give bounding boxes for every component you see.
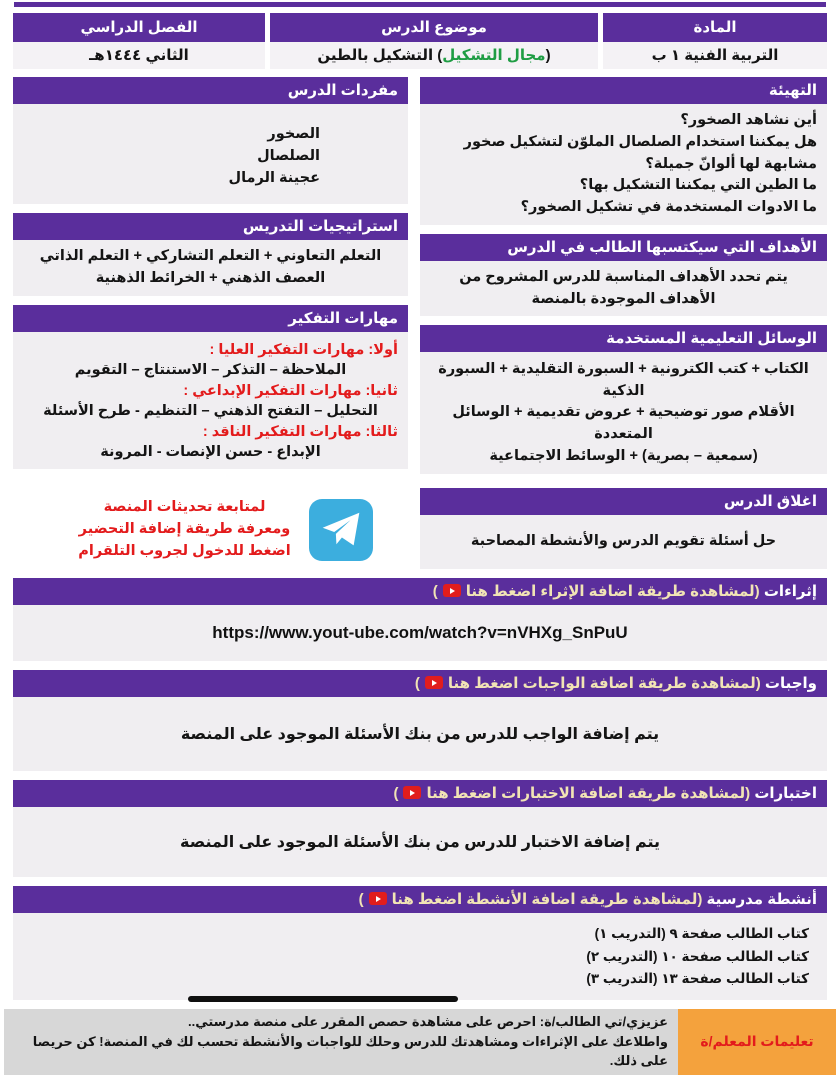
warmup-line: هل يمكننا استخدام الصلصال الملوّن لتشكيل صخور مشابهة لها ألوانّ جميلة؟ <box>463 133 817 172</box>
teacher-instructions-label: تعليمات المعلم/ة <box>678 1009 836 1075</box>
semester-value: الثاني ١٤٤٤هـ <box>13 42 265 69</box>
media-line: الأقلام صور توضيحية + عروض تقديمية + الوسائل المتعددة <box>452 404 795 443</box>
thinking-skills-heading: أولا: مهارات التفكير العليا : <box>209 341 398 358</box>
warmup-title: التهيئة <box>420 77 827 104</box>
vocab-line: عجينة الرمال <box>228 169 320 186</box>
semester-header: الفصل الدراسي <box>13 13 265 42</box>
homework-click-here[interactable]: (لمشاهدة طريقة اضافة الواجبات اضغط هنا <box>447 675 761 693</box>
section-media <box>420 325 827 474</box>
topic-value <box>270 42 598 69</box>
tests-text: يتم إضافة الاختبار للدرس من بنك الأسئلة الموجود على المنصة <box>179 834 661 852</box>
footer-line: عزيزي/تي الطالب/ة: احرص على مشاهدة حصص المقرر على منصة مدرستي.. <box>187 1014 668 1030</box>
enrichment-title: إثراءات <box>763 583 817 601</box>
telegram-line[interactable]: ومعرفة طريقة إضافة التحضير <box>78 521 291 538</box>
two-column-zone <box>13 77 827 578</box>
thinking-skills-line: الملاحظة – التذكر – الاستنتاج – التقويم <box>74 362 347 379</box>
tests-title: اختبارات <box>754 785 817 803</box>
activities-title: أنشطة مدرسية <box>706 891 817 909</box>
activities-click-here[interactable]: (لمشاهدة طريقة اضافة الأنشطة اضغط هنا <box>391 891 703 909</box>
paren-close: ) <box>393 785 399 803</box>
column-right <box>420 77 827 578</box>
paren-close: ) <box>432 583 438 601</box>
activities-line: كتاب الطالب صفحة ١٠ (التدريب ٢) <box>586 948 809 964</box>
section-tests <box>13 780 827 877</box>
youtube-icon[interactable] <box>403 786 421 799</box>
thinking-skills-heading: ثانيا: مهارات التفكير الإبداعي : <box>183 382 398 399</box>
strategies-title: استراتيجيات التدريس <box>13 213 408 240</box>
activities-line: كتاب الطالب صفحة ١٣ (التدريب ٣) <box>586 970 809 986</box>
section-objectives <box>420 234 827 317</box>
objectives-title: الأهداف التي سيكتسبها الطالب في الدرس <box>420 234 827 261</box>
homework-title: واجبات <box>764 675 817 693</box>
footer-line: واطلاعك على الإثراءات ومشاهدتك للدرس وحلك للواجبات والأنشطة تحسب لك في المنصة! كن حريصا على ذلك. <box>32 1033 668 1069</box>
enrichment-url-link[interactable]: https://www.yout-ube.com/watch?v=nVHXg_SnPuU <box>212 623 628 643</box>
lesson-info-table <box>13 11 827 69</box>
device-home-indicator <box>188 996 458 1002</box>
thinking-skills-line: الإبداع - حسن الإنصات - المرونة <box>100 444 321 461</box>
section-activities <box>13 886 827 1000</box>
telegram-icon[interactable] <box>309 499 373 561</box>
vocab-line: الصلصال <box>257 147 320 164</box>
topic-header: موضوع الدرس <box>270 13 598 42</box>
tests-header <box>13 780 827 807</box>
youtube-icon[interactable] <box>369 892 387 905</box>
enrichment-header <box>13 578 827 605</box>
section-thinking-skills <box>13 305 408 469</box>
thinking-skills-title: مهارات التفكير <box>13 305 408 332</box>
telegram-line[interactable]: لمتابعة تحديثات المنصة <box>103 499 266 516</box>
media-title: الوسائل التعليمية المستخدمة <box>420 325 827 352</box>
paren-close: ) <box>358 891 364 909</box>
section-strategies <box>13 213 408 296</box>
media-line: (سمعية – بصرية) + الوسائط الاجتماعية <box>489 447 758 464</box>
telegram-line[interactable]: اضغط للدخول لجروب التلقرام <box>78 542 291 559</box>
youtube-icon[interactable] <box>425 676 443 689</box>
warmup-line: ما الطين التي يمكننا التشكيل بها؟ <box>579 177 817 194</box>
section-warmup <box>420 77 827 225</box>
closing-text: حل أسئلة تقويم الدرس والأنشطة المصاحبة <box>470 533 777 550</box>
teacher-instructions-footer <box>4 1009 836 1075</box>
enrichment-click-here[interactable]: (لمشاهدة طريقة اضافة الإثراء اضغط هنا <box>465 583 760 601</box>
homework-text: يتم إضافة الواجب للدرس من بنك الأسئلة الموجود على المنصة <box>180 726 660 744</box>
vocab-title: مفردات الدرس <box>13 77 408 104</box>
lesson-plan-page <box>0 2 840 1069</box>
paren-close: ) <box>414 675 420 693</box>
telegram-link-block[interactable] <box>13 485 408 575</box>
strategies-line: العصف الذهني + الخرائط الذهنية <box>95 269 326 286</box>
objectives-text: يتم تحدد الأهداف المناسبة للدرس المشروح من الأهداف الموجودة بالمنصة <box>459 268 788 307</box>
section-enrichment <box>13 578 827 661</box>
vocab-line: الصخور <box>267 126 320 142</box>
closing-title: اغلاق الدرس <box>420 488 827 515</box>
strategies-line: التعلم التعاوني + التعلم التشاركي + التعلم الذاتي <box>39 248 382 264</box>
section-closing <box>420 488 827 569</box>
subject-header: المادة <box>603 13 827 42</box>
topic-field-green: مجال التشكيل <box>442 47 546 64</box>
subject-value: التربية الفنية ١ ب <box>603 42 827 69</box>
thinking-skills-heading: ثالثا: مهارات التفكير الناقد : <box>202 423 398 440</box>
activities-line: كتاب الطالب صفحة ٩ (التدريب ١) <box>594 926 809 942</box>
warmup-line: أين نشاهد الصخور؟ <box>680 112 817 128</box>
section-vocab <box>13 77 408 204</box>
warmup-line: ما الادوات المستخدمة في تشكيل الصخور؟ <box>520 199 817 215</box>
topic-rest: ) التشكيل بالطين <box>317 47 443 64</box>
youtube-icon[interactable] <box>443 584 461 597</box>
section-homework <box>13 670 827 771</box>
top-divider <box>14 2 826 7</box>
paren-open: ( <box>545 47 551 64</box>
homework-header <box>13 670 827 697</box>
thinking-skills-line: التحليل – التفتح الذهني – التنظيم - طرح الأسئلة <box>43 403 378 420</box>
column-left <box>13 77 408 575</box>
activities-header <box>13 886 827 913</box>
tests-click-here[interactable]: (لمشاهدة طريقة اضافة الاختبارات اضغط هنا <box>426 785 751 803</box>
media-line: الكتاب + كتب الكترونية + السبورة التقليدية + السبورة الذكية <box>438 360 809 399</box>
